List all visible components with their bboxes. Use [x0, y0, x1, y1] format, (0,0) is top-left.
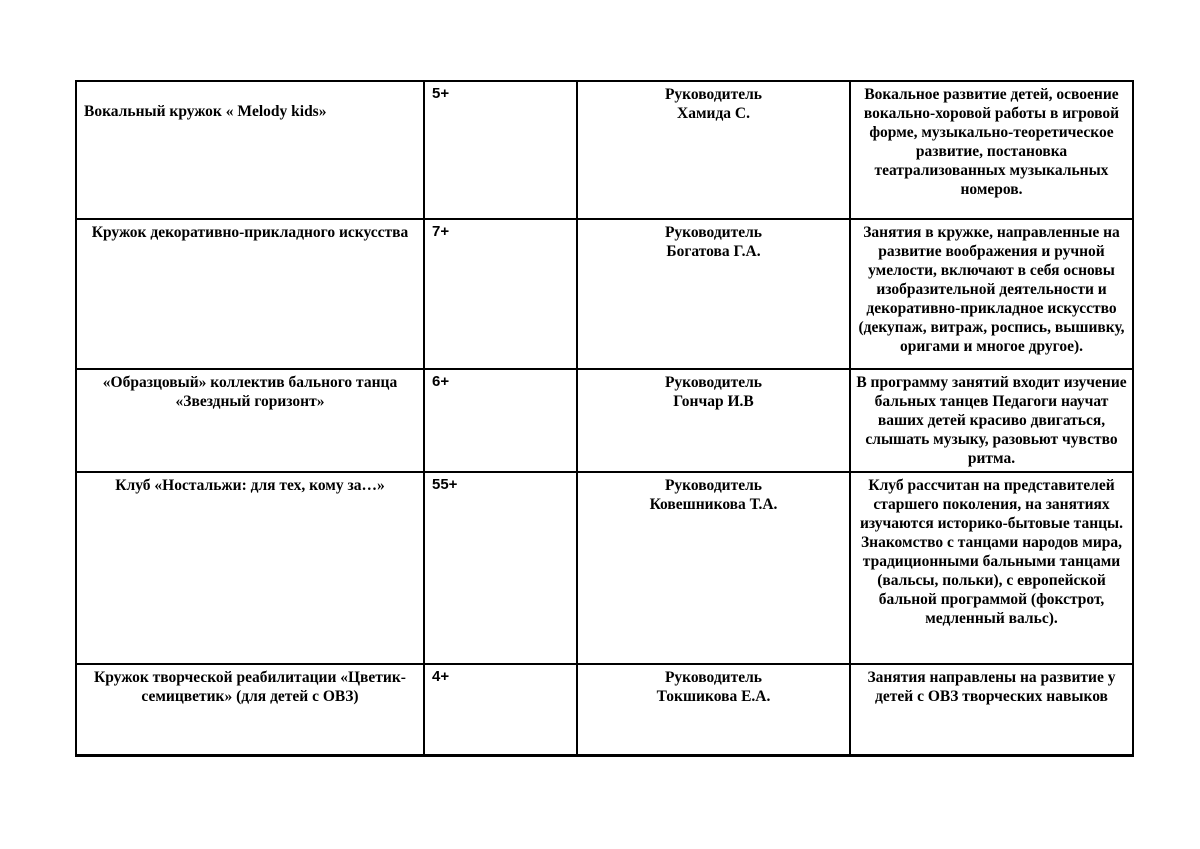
- leader-title: Руководитель: [664, 86, 763, 103]
- age-cell: 55+: [424, 472, 577, 664]
- age-cell: 7+: [424, 219, 577, 369]
- table-row: [76, 81, 1133, 219]
- description-cell: В программу занятий входит изучение бальных танцев Педагоги научат ваших детей красиво двигаться, слышать музыку, разовьют чувство ритма.: [850, 369, 1133, 472]
- club-name-cell: Вокальный кружок « Melody kids»: [76, 81, 424, 219]
- club-name-cell: Клуб «Ностальжи: для тех, кому за…»: [76, 472, 424, 664]
- description-cell: Занятия в кружке, направленные на развитие воображения и ручной умелости, включают в себя основы изобразительной деятельности и декоративно-прикладное искусство (декупаж, витраж, роспись, вышивку, оригами и многое другое).: [850, 219, 1133, 369]
- age-cell: 5+: [424, 81, 577, 219]
- leader-name: Ковешникова Т.А.: [649, 496, 778, 513]
- leader-title: Руководитель: [664, 374, 763, 391]
- description-cell: Занятия направлены на развитие у детей с ОВЗ творческих навыков: [850, 664, 1133, 755]
- leader-title: Руководитель: [664, 669, 763, 686]
- description-cell: Вокальное развитие детей, освоение вокально-хоровой работы в игровой форме, музыкально-теоретическое развитие, постановка театрализованных музыкальных номеров.: [850, 81, 1133, 219]
- club-name-cell: Кружок декоративно-прикладного искусства: [76, 219, 424, 369]
- leader-cell: [577, 219, 850, 369]
- leader-name: Богатова Г.А.: [666, 243, 761, 260]
- club-name-cell: Кружок творческой реабилитации «Цветик-семицветик» (для детей с ОВЗ): [76, 664, 424, 755]
- table-row: [76, 219, 1133, 369]
- leader-name: Хамида С.: [677, 105, 750, 122]
- leader-name: Гончар И.В: [673, 393, 754, 410]
- leader-cell: [577, 81, 850, 219]
- table-row: [76, 664, 1133, 755]
- table-row: [76, 472, 1133, 664]
- clubs-table-container: [75, 80, 1134, 757]
- leader-title: Руководитель: [664, 224, 763, 241]
- leader-cell: [577, 472, 850, 664]
- leader-cell: [577, 664, 850, 755]
- clubs-table: [75, 80, 1134, 757]
- leader-cell: [577, 369, 850, 472]
- club-name-cell: «Образцовый» коллектив бального танца «Звездный горизонт»: [76, 369, 424, 472]
- age-cell: 6+: [424, 369, 577, 472]
- age-cell: 4+: [424, 664, 577, 755]
- description-cell: Клуб рассчитан на представителей старшего поколения, на занятиях изучаются историко-бытовые танцы. Знакомство с танцами народов мира, традиционными бальными танцами (вальсы, польки), с европейской бальной программой (фокстрот, медленный вальс).: [850, 472, 1133, 664]
- leader-title: Руководитель: [664, 477, 763, 494]
- table-row: [76, 369, 1133, 472]
- leader-name: Токшикова Е.А.: [656, 688, 771, 705]
